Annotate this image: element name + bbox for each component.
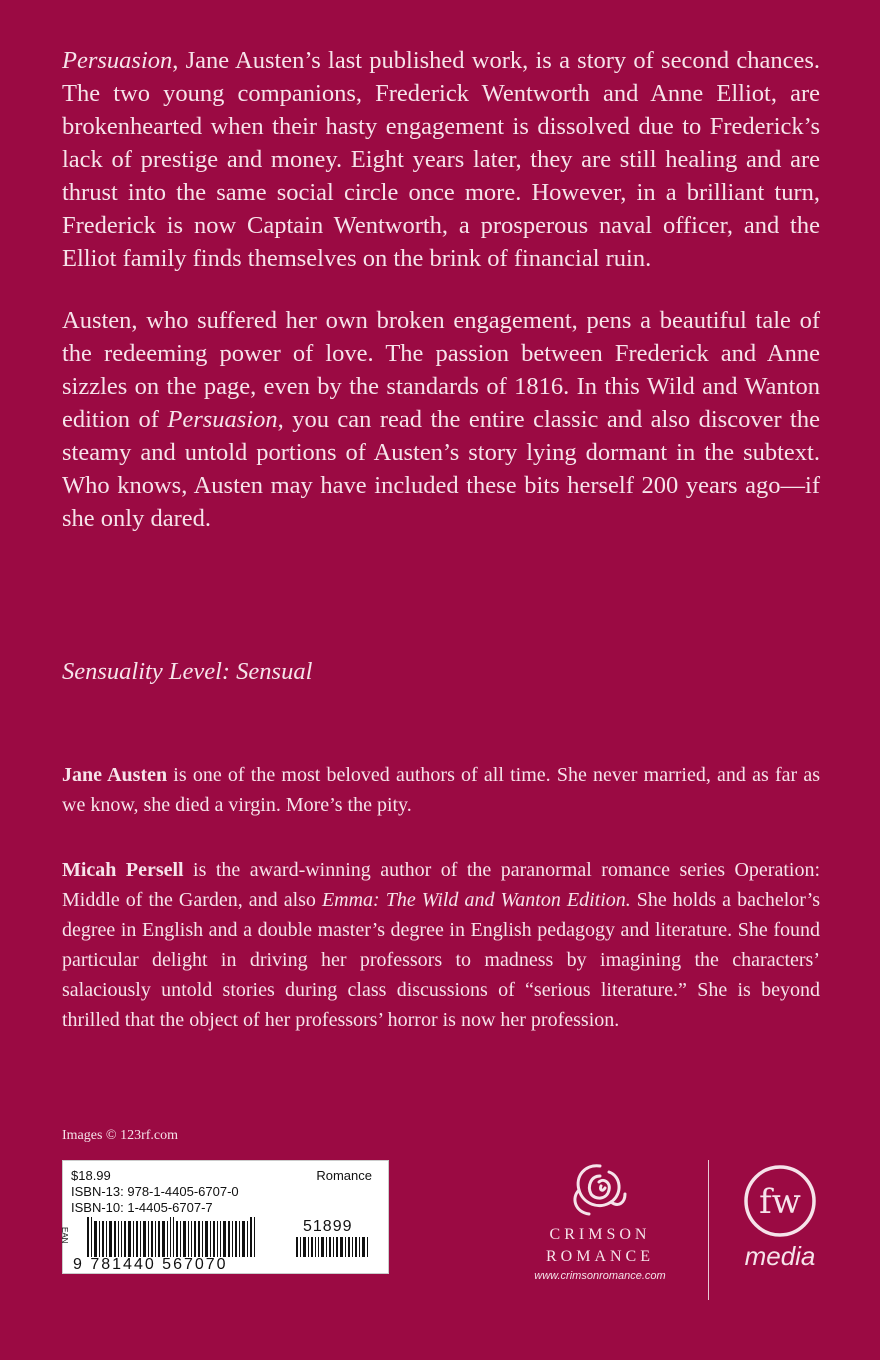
blurb-paragraph-2 xyxy=(62,304,820,535)
bio-text: is the award-winning author of the paranormal romance series Operation: Middle of the Garden, and also xyxy=(62,859,820,911)
rose-icon xyxy=(565,1158,635,1222)
publisher-name-line-1: CRIMSON xyxy=(549,1226,651,1243)
barcode-box xyxy=(62,1160,389,1274)
blurb-text: , you can read the entire classic and also discover the steamy and untold portions of Austen’s story lying dormant in the subtext. Who knows, Austen may have included these bits herself 200 years ago—if she only dared. xyxy=(62,406,820,532)
author-name: Jane Austen xyxy=(62,764,168,786)
addon-bars xyxy=(296,1237,376,1257)
fw-circle-icon xyxy=(740,1163,820,1239)
isbn-13: ISBN-13: 978-1-4405-6707-0 xyxy=(71,1184,239,1199)
back-cover-blurb xyxy=(62,44,820,564)
isbn-10: ISBN-10: 1-4405-6707-7 xyxy=(71,1200,213,1215)
price-isbn-block xyxy=(71,1168,239,1216)
fw-letters: fw xyxy=(759,1182,801,1222)
image-credit: Images © 123rf.com xyxy=(62,1128,178,1143)
book-title: Persuasion xyxy=(167,406,278,433)
author-bio-persell xyxy=(62,855,820,1035)
bio-text: She holds a bachelor’s degree in English and a double master’s degree in English pedagogy and literature. She found particular delight in driving her professors to madness by imagining the characters’ salaciously untold stories during class discussions of “serious literature.” She is beyond thrilled that the object of her professors’ horror is now her profession. xyxy=(62,889,820,1031)
barcode-bars xyxy=(87,1217,283,1257)
crimson-romance-logo xyxy=(500,1158,700,1282)
sensuality-level: Sensuality Level: Sensual xyxy=(62,658,313,685)
publisher-name-line-2: ROMANCE xyxy=(545,1248,654,1265)
book-title: Persuasion xyxy=(62,47,173,74)
genre-label: Romance xyxy=(316,1168,372,1183)
author-bio-austen xyxy=(62,760,820,820)
blurb-text: Austen, who suffered her own broken engagement, pens a beautiful tale of the redeeming power of love. The passion between Frederick and Anne sizzles on the page, even by the standards of 1816. In this Wild and Wanton edition of xyxy=(62,307,820,433)
fw-media-logo xyxy=(740,1163,820,1272)
blurb-text: , Jane Austen’s last published work, is a story of second chances. The two young companions, Frederick Wentworth and Anne Elliot, are brokenhearted when their hasty engagement is dissolved due to Frederick’s lack of prestige and money. Eight years later, they are still healing and are thrust into the same social circle once more. However, in a brilliant turn, Frederick is now Captain Wentworth, a prosperous naval officer, and the Elliot family finds themselves on the brink of financial ruin. xyxy=(62,47,820,272)
bio-text: is one of the most beloved authors of all time. She never married, and as far as we know, she died a virgin. More’s the pity. xyxy=(62,764,821,816)
other-book-title: Emma: The Wild and Wanton Edition. xyxy=(321,889,631,911)
blurb-paragraph-1 xyxy=(62,44,820,275)
fw-media-text: media xyxy=(744,1241,816,1271)
logo-divider xyxy=(708,1160,709,1300)
ean-label: EAN xyxy=(60,1227,69,1244)
author-name: Micah Persell xyxy=(62,859,184,881)
price: $18.99 xyxy=(71,1168,111,1183)
barcode-digits: 9 781440 567070 xyxy=(73,1256,228,1273)
addon-code: 51899 xyxy=(303,1218,353,1235)
publisher-url: www.crimsonromance.com xyxy=(534,1270,666,1282)
